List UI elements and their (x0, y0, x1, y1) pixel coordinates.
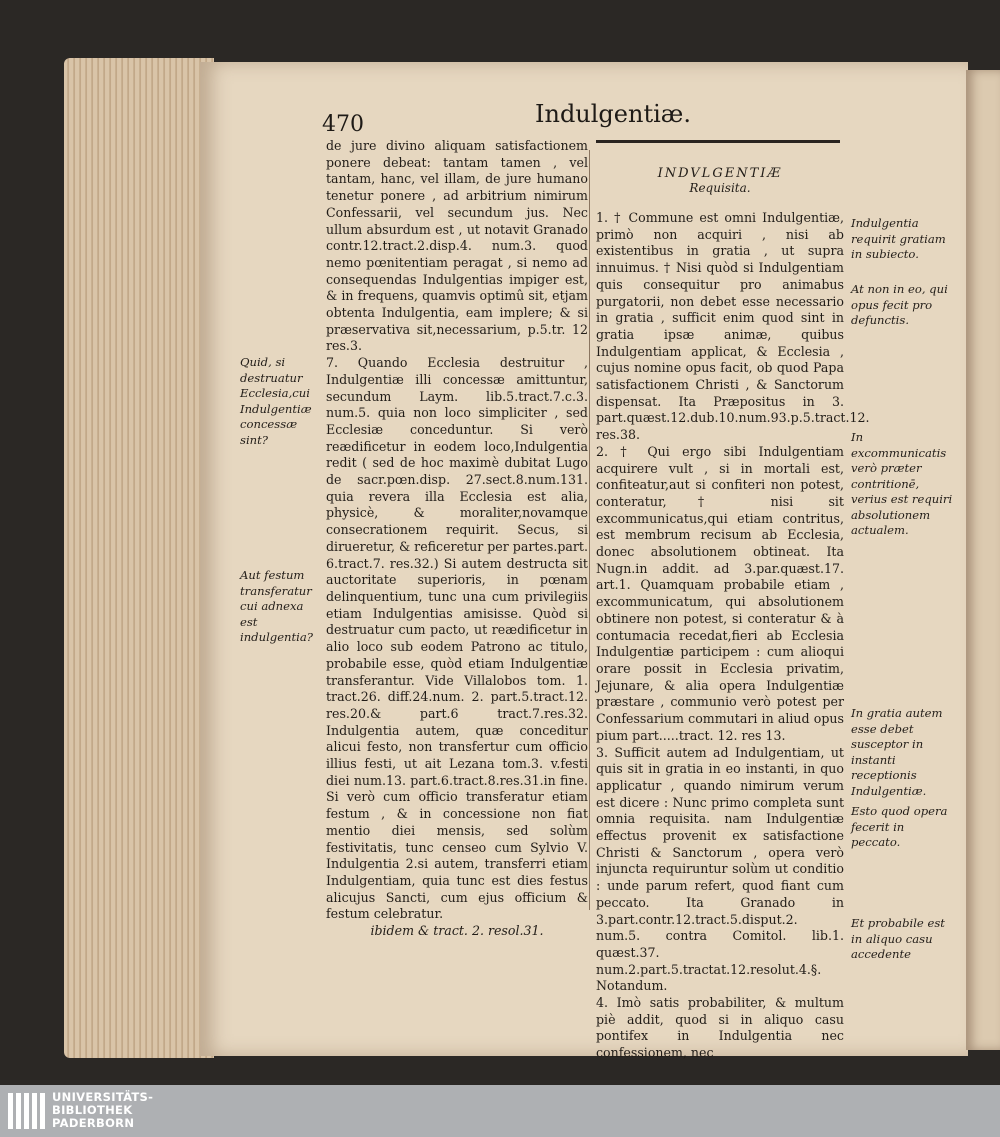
library-name-line-1: UNIVERSITÄTS- (52, 1090, 154, 1104)
right-paragraph-3: 3. Sufficit autem ad Indulgentiam, ut quis sit in gratia in eo instanti, in quo applicatur , quando nimirum verum est dicere : Nunc primo completa sunt omnia requisita. nam Indulgentiæ effectus provenit ex satisfactione Christi & Sanctorum , opera verò injuncta requiruntur solùm ut conditio : unde parum refert, quod fiant cum peccato. Ita Granado in 3.part.contr.12.tract.5.disput.2. num.5. contra Comitol. lib.1. quæst.37. num.2.part.5.tractat.12.resolut.4.§. Notandum. (596, 744, 844, 994)
right-paragraph-1: 1. † Commune est omni Indulgentiæ, primò non acquiri , nisi ab existentibus in gratia , ut supra innuimus. † Nisi quòd si Indulgentiam quis consequitur pro animabus purgatorii, non debet esse necessario in gratia , sufficit enim quod sint in gratia ipsæ animæ, quibus Indulgentiam applicat, & Ecclesia , cujus nomine opus facit, ob quod Papa satisfactionem Christi , & Sanctorum dispensat. Ita Præpositus in 3. part.quæst.12.dub.10.num.93.p.5.tract.12. res.38. (596, 210, 870, 443)
margin-note-right-1: Indulgentia requirit gratiam in subiecto. (851, 216, 946, 261)
running-title: Indulgentiæ. (535, 100, 691, 128)
column-divider (589, 150, 590, 910)
left-paragraph-3: ibidem & tract. 2. resol.31. (370, 923, 544, 939)
page-number: 470 (322, 112, 364, 137)
margin-note-right-4: In gratia autem esse debet susceptor in instanti receptionis Indulgentiæ. (851, 706, 943, 798)
left-column (326, 138, 588, 940)
right-paragraph-2: 2. † Qui ergo sibi Indulgentiam acquirere vult , si in mortali est, confiteatur,aut si confiteri non potest, conteratur,† nisi sit excommunicatus,qui etiam contritus, est membrum recisum ab Ecclesia, donec absolutionem obtineat. Ita Nugn.in addit. ad 3.par.quæst.17. art.1. Quamquam probabile etiam , excommunicatum, qui absolutionem obtinere non potest, si conteratur & à contumacia recedat,fieri ab Ecclesia Indulgentiæ participem : cum alioqui orare possit in Ecclesia privatim, Jejunare, & alia opera Indulgentiæ præstare , communio verò potest per Confessarium commutari in aliud opus pium part.....tract. 12. res 13. (596, 443, 844, 743)
library-name (52, 1091, 153, 1130)
section-heading (596, 166, 844, 195)
margin-note-right-3: In excommunicatis verò præter contritionē, verius est requiri absolutionem actualem. (851, 430, 953, 537)
margin-note-right-2: At non in eo, qui opus fecit pro defunctis. (851, 282, 948, 327)
section-subtitle: Requisita. (689, 181, 751, 195)
library-name-line-3: PADERBORN (52, 1116, 135, 1130)
library-footer (0, 1085, 1000, 1137)
margin-note-right-5: Esto quod opera fecerit in peccato. (851, 804, 948, 849)
right-column (596, 210, 870, 1062)
facing-page-edge (966, 70, 1000, 1050)
section-title: INDVLGENTIÆ (657, 166, 783, 181)
right-paragraph-4: 4. Imò satis probabiliter, & multum piè addit, quod si in aliquo casu pontifex in Indulgentia nec confessionem, nec (596, 995, 844, 1061)
left-paragraph-1: de jure divino aliquam satisfactionem ponere debeat: tantam tamen , vel tantam, hanc, vel illam, de jure humano tenetur ponere , ad arbitrium nimirum Confessarii, vel secundum jus. Nec ullum absurdum est , ut notavit Granado contr.12.tract.2.disp.4. num.3. quod nemo pœnitentiam peragat , si nemo ad consequendas Indulgentias impiger est, & in frequens, quamvis optimû sit, etjam obtenta Indulgentia, eam implere; & si præservativa sit,necessarium, p.5.tr. 12 res.3. (326, 138, 588, 354)
page-edges (64, 58, 214, 1058)
margin-note-left-1: Quid, si destruatur Ecclesia,cui Indulgentiæ concessæ sint? (240, 355, 312, 447)
margin-note-right-6: Et probabile est in aliquo casu accedente (851, 916, 945, 961)
section-rule (596, 140, 840, 143)
library-logo-icon (6, 1089, 48, 1133)
library-name-line-2: BIBLIOTHEK (52, 1103, 133, 1117)
left-paragraph-2: 7. Quando Ecclesia destruitur , Indulgentiæ illi concessæ amittuntur, secundum Laym. lib.5.tract.7.c.3. num.5. quia non loco simpliciter , sed Ecclesiæ conceduntur. Si verò reædificetur in eodem loco,Indulgentia redit ( sed de hoc maximè dubitat Lugo de sacr.pœn.disp. 27.sect.8.num.131. quia revera illa Ecclesia est alia, physicè, & moraliter,novamque consecrationem requirit. Secus, si dirueretur, & reficeretur per partes.part. 6.tract.7. res.32.) Si autem destructa sit auctoritate superioris, in pœnam delinquentium, tunc una cum privilegiis etiam Indulgentias amisisse. Quòd si destruatur cum pacto, ut reædificetur in alio loco sub eodem Patrono ac titulo, probabile esse, quòd etiam Indulgentiæ transferantur. Vide Villalobos tom. 1. tract.26. diff.24.num. 2. part.5.tract.12. res.20.& part.6 tract.7.res.32. Indulgentia autem, quæ conceditur alicui festo, non transfertur cum officio illius festi, ut ait Lezana tom.3. v.festi diei num.13. part.6.tract.8.res.31.in fine. Si verò cum officio transferatur etiam festum , & in concessione non fiat mentio diei mensis, sed solùm festivitatis, tunc censeo cum Sylvio V. Indulgentia 2.si autem, transferri etiam Indulgentiam, quia tunc est dies festus alicujus Sancti, cum ejus officium & festum celebratur. (326, 355, 588, 922)
margin-note-left-2: Aut festum transferatur cui adnexa est indulgentia? (240, 568, 314, 644)
